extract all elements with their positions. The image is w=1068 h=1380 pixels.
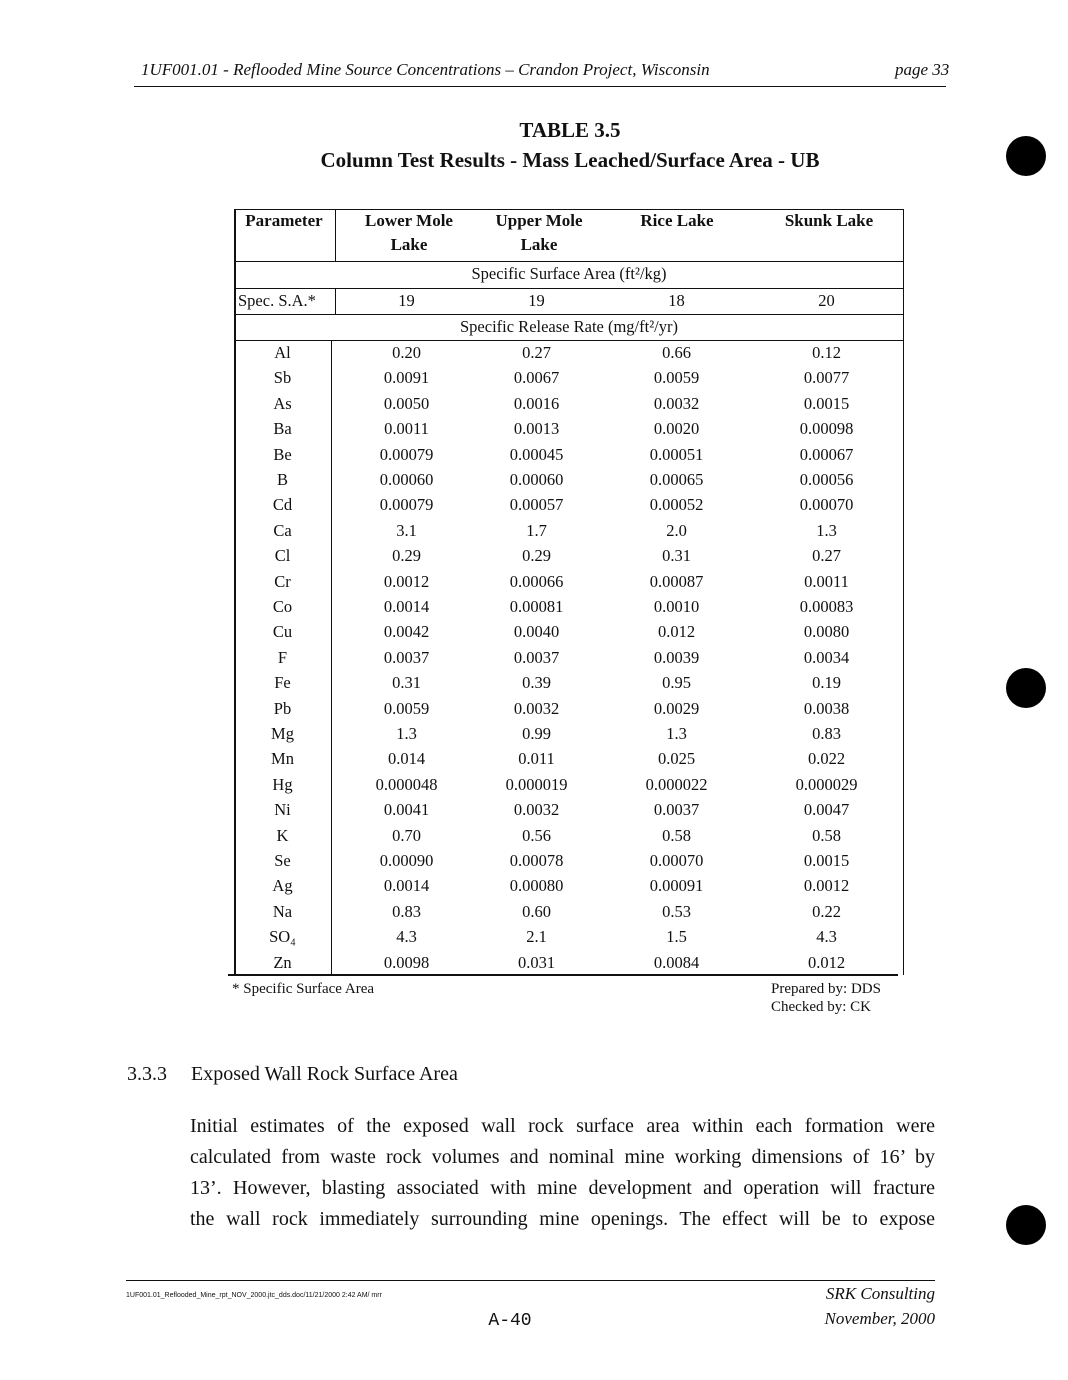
checked-by: Checked by: CK	[771, 999, 871, 1015]
punch-hole-middle	[1006, 668, 1046, 708]
table-cell: 0.0016	[513, 393, 560, 413]
table-cell: 0.0037	[383, 647, 430, 667]
table-cell: 0.00056	[799, 470, 854, 489]
table-cell: 3.1	[396, 520, 417, 540]
table-cell: 0.00083	[799, 597, 854, 616]
table-cell: 0.0029	[653, 698, 700, 718]
table-cell: 0.99	[522, 724, 551, 743]
table-cell: 1.3	[666, 724, 687, 743]
table-cell: 0.0032	[513, 800, 560, 820]
table-cell: 4.3	[816, 927, 837, 947]
table-cell: 0.00066	[509, 571, 564, 591]
table-cell: 0.31	[662, 546, 691, 566]
table-cell: 0.0034	[803, 647, 850, 667]
table-cell: 0.19	[812, 673, 841, 693]
table-cell: 0.012	[807, 952, 846, 972]
table-cell: 0.0012	[383, 571, 430, 591]
column-header-parameter: Parameter	[245, 211, 323, 230]
table-row-parameter: Mn	[271, 749, 294, 769]
table-cell: 0.0091	[383, 368, 430, 388]
table-cell: 0.00091	[649, 876, 704, 896]
table-cell: 0.0015	[803, 393, 850, 413]
table-cell: 0.58	[812, 825, 841, 845]
table-cell: 0.011	[518, 749, 555, 769]
table-cell: 2.0	[666, 520, 687, 540]
ssa-band-label: Specific Surface Area (ft²/kg)	[471, 264, 667, 283]
table-cell: 0.31	[392, 673, 421, 693]
table-row-parameter: Sb	[273, 368, 292, 388]
column-header-rice-lake: Rice Lake	[640, 211, 714, 230]
table-footnote: * Specific Surface Area	[232, 981, 375, 997]
table-cell: 0.56	[522, 825, 551, 845]
table-cell: 0.00070	[799, 495, 854, 515]
paragraph-line: 13’. However, blasting associated with mine development and operation will fracture	[190, 1177, 935, 1199]
table-cell: 1.3	[816, 520, 837, 540]
table-cell: 0.0014	[383, 597, 430, 616]
table-cell: 0.000019	[505, 774, 568, 794]
column-header-skunk-lake: Skunk Lake	[784, 211, 874, 230]
table-cell: 0.00081	[509, 597, 564, 616]
table-cell: 0.00052	[649, 495, 704, 515]
header-rule	[134, 86, 946, 87]
table-cell: 0.0020	[653, 419, 700, 439]
table-cell: 0.0032	[653, 393, 700, 413]
table-caption: Column Test Results - Mass Leached/Surface Area - UB	[320, 148, 820, 172]
table-row-parameter: Be	[273, 444, 292, 464]
table-cell: 0.031	[517, 952, 556, 972]
table-cell: 0.70	[392, 825, 421, 845]
table-cell: 0.60	[522, 901, 551, 921]
table-cell: 0.00080	[509, 876, 564, 896]
table-cell: 0.12	[812, 343, 841, 362]
table-row-parameter: Cd	[272, 495, 293, 515]
running-header-title: 1UF001.01 - Reflooded Mine Source Concentrations – Crandon Project, Wisconsin	[141, 60, 710, 79]
table-row-parameter: B	[276, 470, 288, 489]
table-cell: 0.00087	[649, 571, 704, 591]
column-header-upper-mole-lake: Upper Mole Lake	[495, 211, 583, 254]
table-cell: 0.0037	[513, 647, 560, 667]
table-cell: 0.00070	[649, 851, 704, 870]
footer-company: SRK Consulting	[825, 1284, 935, 1303]
table-cell: 0.0040	[513, 622, 560, 642]
table-row-parameter: Ni	[274, 800, 291, 820]
ssa-value-rice-lake: 18	[668, 291, 685, 310]
table-cell: 0.0013	[513, 419, 560, 439]
table-row-parameter: Cu	[272, 622, 293, 642]
table-cell: 0.22	[812, 901, 841, 921]
table-cell: 0.27	[522, 343, 551, 362]
footer-file-path: 1UF001.01_Reflooded_Mine_rpt_NOV_2000.jtc_dds.doc/11/21/2000 2:42 AM/ mrr	[126, 1292, 382, 1299]
table-row-parameter: Al	[274, 343, 291, 362]
table-cell: 0.0039	[653, 647, 700, 667]
table-cell: 0.00079	[379, 444, 434, 464]
table-cell: 1.7	[526, 520, 547, 540]
table-row-parameter: Cr	[274, 571, 291, 591]
table-cell: 0.0098	[383, 952, 430, 972]
table-row-parameter: Zn	[273, 952, 292, 972]
table-cell: 0.00051	[649, 444, 704, 464]
table-cell: 0.0041	[383, 800, 430, 820]
table-cell: 0.66	[662, 343, 691, 362]
running-header-page: page 33	[895, 60, 950, 79]
table-number: TABLE 3.5	[519, 118, 621, 142]
footer-rule	[126, 1280, 935, 1281]
table-cell: 0.0050	[383, 393, 430, 413]
prepared-by: Prepared by: DDS	[771, 981, 881, 997]
srr-band-label: Specific Release Rate (mg/ft²/yr)	[460, 317, 678, 336]
section-paragraph	[190, 1111, 935, 1235]
table-cell: 1.3	[396, 724, 417, 743]
table-cell: 0.0080	[803, 622, 850, 642]
table-row-parameter: Se	[274, 851, 291, 870]
footer-date: November, 2000	[824, 1309, 935, 1328]
table-cell: 0.012	[657, 622, 696, 642]
table-row-parameter: Fe	[274, 673, 291, 693]
table-cell: 0.0067	[513, 368, 560, 388]
table-cell: 0.00090	[379, 851, 434, 870]
table-cell: 0.29	[522, 546, 551, 566]
table-cell: 0.53	[662, 901, 691, 921]
table-cell: 0.000029	[795, 774, 858, 794]
paragraph-line: Initial estimates of the exposed wall rock surface area within each formation were	[190, 1115, 935, 1137]
table-cell: 1.5	[666, 927, 687, 947]
table-cell: 0.0084	[653, 952, 700, 972]
footer-page-number: A-40	[488, 1311, 532, 1331]
table-cell: 0.00057	[509, 495, 564, 515]
table-cell: 0.27	[812, 546, 841, 566]
table-row-parameter: Ag	[272, 876, 293, 896]
paragraph-line: the wall rock immediately surrounding mine openings. The effect will be to expose	[190, 1208, 935, 1230]
table-cell: 0.29	[392, 546, 421, 566]
table-row-parameter: Na	[272, 901, 293, 921]
table-row-parameter: Ba	[273, 419, 292, 439]
table-cell: 0.0038	[803, 698, 850, 718]
table-cell: 0.000022	[645, 774, 708, 794]
table-cell: 0.0012	[803, 876, 850, 896]
table-cell: 0.022	[807, 749, 846, 769]
table-cell: 0.00078	[509, 851, 564, 870]
ssa-value-lower-mole: 19	[398, 291, 415, 310]
table-cell: 0.0042	[383, 622, 430, 642]
table-cell: 0.0015	[803, 851, 850, 870]
table-cell: 0.0047	[803, 800, 850, 820]
table-cell: 0.0059	[653, 368, 700, 388]
section-title: Exposed Wall Rock Surface Area	[191, 1063, 458, 1085]
table-cell: 0.95	[662, 673, 691, 693]
ssa-row-label: Spec. S.A.*	[238, 291, 316, 310]
table-cell: 0.00079	[379, 495, 434, 515]
table-row-parameter: Mg	[271, 724, 294, 743]
ssa-value-skunk-lake: 20	[818, 291, 835, 310]
table-cell: 2.1	[526, 927, 547, 947]
table-cell: 0.025	[657, 749, 696, 769]
table-cell: 0.000048	[375, 774, 438, 794]
table-row-parameter: Ca	[273, 520, 292, 540]
table-row-parameter: Cl	[274, 546, 291, 566]
table-cell: 0.83	[812, 724, 841, 743]
table-cell: 0.58	[662, 825, 691, 845]
table-cell: 0.00045	[509, 444, 564, 464]
table-row-parameter: SO₄	[269, 927, 296, 947]
table-cell: 0.00098	[799, 419, 854, 439]
table-cell: 0.0014	[383, 876, 430, 896]
table-row-parameter: Co	[272, 597, 293, 616]
results-table	[234, 209, 904, 975]
table-row-parameter: K	[276, 825, 289, 845]
table-cell: 0.0011	[804, 571, 849, 591]
table-cell: 0.0010	[653, 597, 700, 616]
table-row-parameter: Pb	[273, 698, 292, 718]
table-row-parameter: As	[273, 393, 292, 413]
table-cell: 0.20	[392, 343, 421, 362]
ssa-value-upper-mole: 19	[528, 291, 545, 310]
punch-hole-bottom	[1006, 1205, 1046, 1245]
table-cell: 0.00067	[799, 444, 854, 464]
section-number: 3.3.3	[127, 1063, 167, 1085]
table-cell: 0.00065	[649, 470, 704, 489]
table-cell: 0.83	[392, 901, 421, 921]
table-cell: 0.00060	[379, 470, 434, 489]
table-row-parameter: Hg	[272, 774, 293, 794]
table-cell: 0.0011	[384, 419, 429, 439]
column-header-lower-mole-lake: Lower Mole Lake	[365, 211, 453, 254]
table-row-parameter: F	[277, 647, 288, 667]
paragraph-line: calculated from waste rock volumes and nominal mine working dimensions of 16’ by	[190, 1146, 935, 1168]
table-cell: 0.39	[522, 673, 551, 693]
table-cell: 0.0077	[803, 368, 850, 388]
table-cell: 0.0037	[653, 800, 700, 820]
table-cell: 0.0059	[383, 698, 430, 718]
table-cell: 0.0032	[513, 698, 560, 718]
table-cell: 0.00060	[509, 470, 564, 489]
table-cell: 4.3	[396, 927, 417, 947]
table-cell: 0.014	[387, 749, 426, 769]
